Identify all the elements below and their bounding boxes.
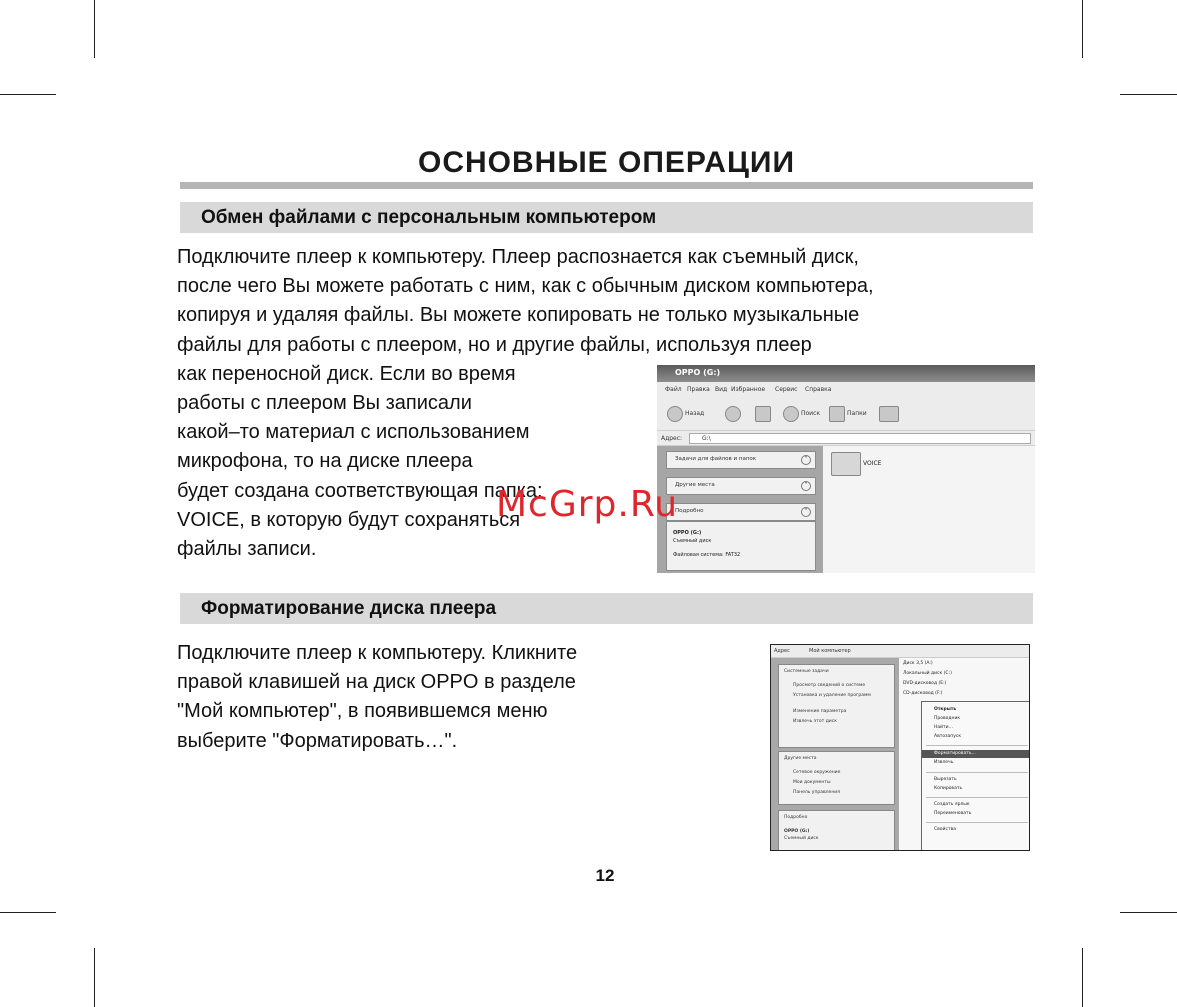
address-field [689,433,1031,444]
address-label: Адрес: [661,435,683,442]
context-menu [921,701,1030,851]
section-header-format [180,593,1033,624]
menu-item: Проводник [934,716,961,721]
menu-separator [926,797,1028,798]
menu-item: Создать ярлык [934,802,970,807]
task-panel [666,477,816,495]
text-line: "Мой компьютер", в появившемся меню [177,700,548,723]
section-heading: Форматирование диска плеера [201,598,497,619]
place-link: Мои документы [793,780,831,785]
text-line: какой–то материал с использованием [177,421,530,444]
text-line: Подключите плеер к компьютеру. Кликните [177,642,578,664]
page-number: 12 [595,866,615,885]
text-line: как переносной диск. Если во время [177,362,516,385]
text-line: микрофона, то на диске плеера [177,450,473,473]
title-rule [180,182,1033,189]
panel-label: Задачи для файлов и папок [675,456,757,462]
crop-mark [1082,948,1083,1007]
crop-mark [0,912,56,913]
menu-item-format: Форматировать... [934,751,976,756]
menu-item: Копировать [934,786,963,791]
task-link: Установка и удаление программ [793,693,871,698]
crop-mark [1082,0,1083,58]
task-link: Извлечь этот диск [793,719,837,724]
task-link: Изменение параметра [793,709,847,714]
place-link: Панель управления [793,790,840,795]
details-line: Файловая система: FAT32 [673,552,741,558]
crop-mark [94,0,95,58]
views-icon [879,406,899,422]
crop-mark [94,948,95,1007]
section-heading: Обмен файлами с персональным компьютером [201,207,657,228]
address-bar [771,645,1030,658]
menu-item: Переименовать [934,811,972,816]
search-icon [783,406,799,422]
place-link: Сетевое окружение [793,770,841,775]
text-line: Подключите плеер к компьютеру. Плеер распознается как съемный диск, [177,246,859,268]
folder-icon [831,452,861,476]
forward-icon [725,406,741,422]
menu-item: Вид [715,386,728,393]
menu-item: Автозапуск [934,734,962,739]
details-panel [666,521,816,571]
menu-separator [926,772,1028,773]
details-line: OPPO (G:) [784,829,810,834]
details-panel [778,810,895,851]
task-panel [778,751,895,805]
task-panel [666,451,816,469]
back-icon [667,406,683,422]
text-line: после чего Вы можете работать с ним, как с обычным диском компьютера, [177,275,874,298]
panel-label: Системные задачи [784,669,829,674]
drive-item: Диск 3,5 (A:) [903,661,933,666]
menu-item: Вырезать [934,777,957,782]
section2-text [177,639,577,756]
menu-item: Извлечь [934,760,954,765]
drive-item: DVD-дисковод (E:) [903,681,947,686]
address-bar [657,431,1035,446]
folder-label: VOICE [863,460,882,467]
menu-item: Правка [687,386,710,393]
details-line: OPPO (G:) [673,530,702,536]
folders-icon [829,406,845,422]
menu-item: Открыть [934,707,957,712]
menu-item: Найти... [934,725,953,730]
menu-separator [926,745,1028,746]
task-pane [771,658,899,851]
panel-label: Другие места [784,756,817,761]
text-line: файлы для работы с плеером, но и другие файлы, используя плеер [177,333,812,356]
search-label: Поиск [801,410,821,417]
collapse-icon: ˄ [801,507,811,517]
text-line: правой клавишей на диск OPPO в разделе [177,671,576,694]
menu-item: Свойства [934,827,956,832]
menu-item: Избранное [731,386,766,393]
text-line: выберите "Форматировать…". [177,729,458,752]
page-title: ОСНОВНЫЕ ОПЕРАЦИИ [417,146,796,179]
menu-item: Сервис [775,386,798,393]
my-computer-screenshot [770,644,1030,851]
toolbar [657,398,1035,431]
text-line: будет создана соответствующая папка: [177,479,543,502]
panel-label: Другие места [675,482,715,488]
details-line: Съемный диск [784,836,819,841]
panel-label: Подробно [784,815,808,820]
task-panel [778,664,895,748]
text-line: файлы записи. [177,537,317,560]
collapse-icon: ˅ [801,481,811,491]
address-value: G:\ [702,435,711,442]
crop-mark [0,94,56,95]
task-panel [666,503,816,521]
address-value: Мой компьютер [809,648,851,654]
text-line: копируя и удаляя файлы. Вы можете копировать не только музыкальные [177,304,860,327]
crop-mark [1120,912,1177,913]
back-label: Назад [685,410,705,417]
menu-item: Справка [805,386,832,393]
section-header-file-exchange [180,202,1033,233]
collapse-icon: ˅ [801,455,811,465]
task-pane [657,446,823,573]
text-line: VOICE, в которую будут сохраняться [177,508,521,531]
text-line: работы с плеером Вы записали [177,391,472,414]
folders-label: Папки [847,410,867,417]
drive-item: CD-дисковод (F:) [903,691,943,696]
task-link: Просмотр сведений о системе [793,683,866,688]
drive-item: Локальный диск (C:) [903,671,952,676]
crop-mark [1120,94,1177,95]
window-title: OPPO (G:) [675,368,721,377]
explorer-screenshot [657,365,1035,573]
panel-label: Подробно [675,508,704,514]
menu-item: Файл [665,386,682,393]
window-titlebar [657,365,1035,382]
details-line: Съемный диск [673,538,712,544]
menu-bar [657,382,1035,399]
up-icon [755,406,771,422]
menu-separator [926,822,1028,823]
address-label: Адрес [774,648,790,654]
watermark: McGrp.Ru [496,484,679,525]
